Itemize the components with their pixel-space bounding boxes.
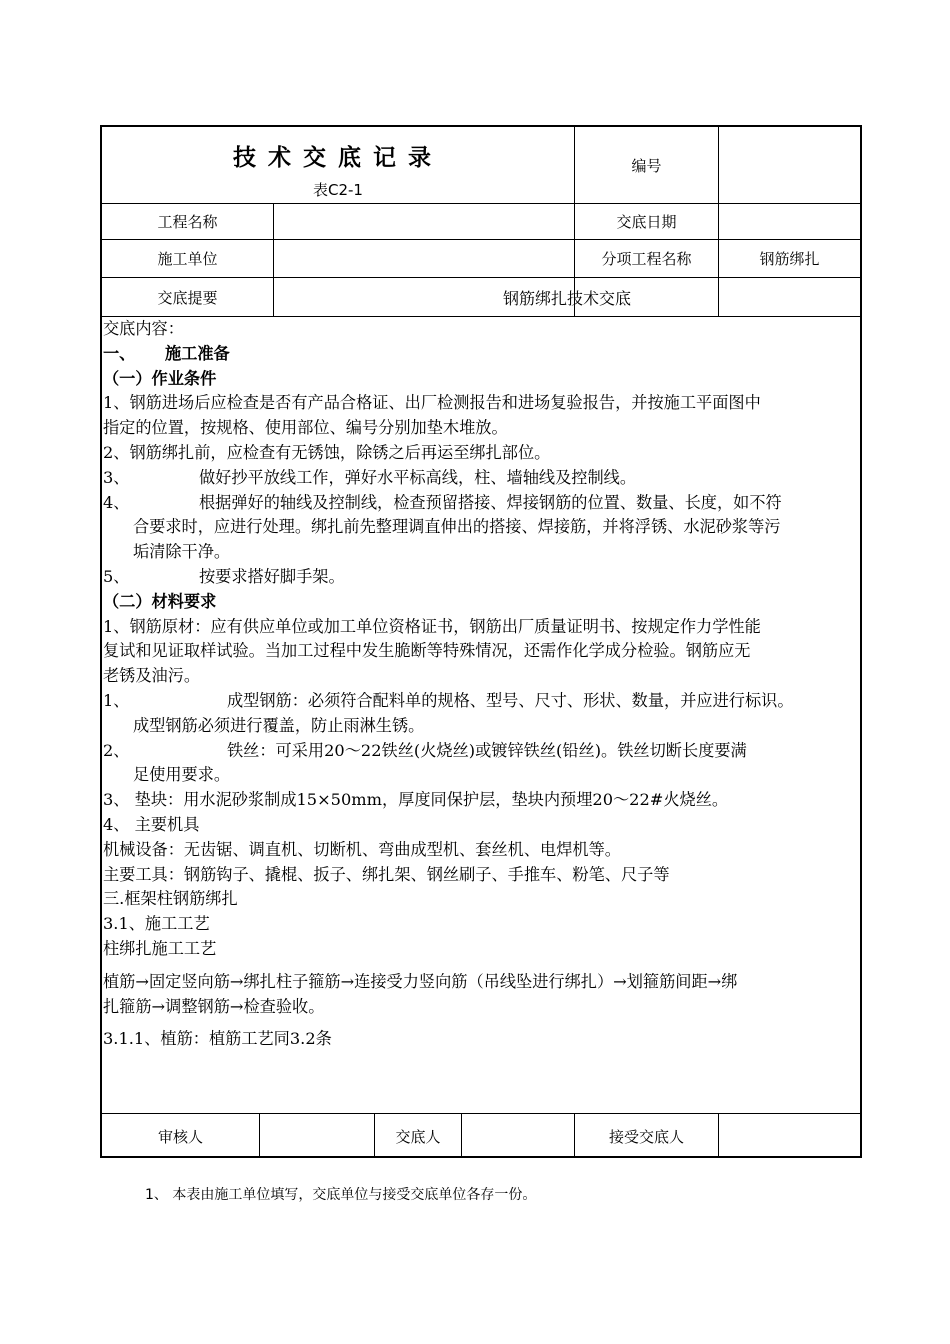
number-field[interactable] (719, 127, 860, 203)
content-heading: 交底内容： (103, 319, 184, 338)
item-number: 2、 (103, 740, 130, 760)
unit-field[interactable] (274, 240, 574, 277)
paragraph: 垢清除干净。 (133, 542, 231, 562)
sub-project-label: 分项工程名称 (601, 250, 692, 268)
section-3-title: 三.框架柱钢筋绑扎 (103, 889, 238, 909)
reviewer-field[interactable] (260, 1114, 374, 1158)
paragraph: 铁丝：可采用20～22铁丝(火烧丝)或镀锌铁丝(铅丝)。铁丝切断长度要满 (227, 740, 747, 760)
paragraph: 指定的位置，按规格、使用部位、编号分别加垫木堆放。 (103, 418, 508, 438)
item-number: 3、 (103, 467, 130, 487)
receiver-field[interactable] (719, 1114, 860, 1158)
disclosure-form (100, 125, 862, 1158)
paragraph: 2、钢筋绑扎前，应检查有无锈蚀，除锈之后再运至绑扎部位。 (103, 442, 551, 462)
item-number: 1、 (103, 690, 130, 710)
paragraph: 按要求搭好脚手架。 (199, 566, 345, 586)
date-label: 交底日期 (616, 213, 677, 231)
paragraph: 3、 垫块：用水泥砂浆制成15×50mm，厚度同保护层，垫块内预埋20～22#火烧丝。 (103, 790, 729, 810)
discloser-field[interactable] (462, 1114, 574, 1158)
item-number: 5、 (103, 566, 130, 586)
subsection-3-1-title: 柱绑扎施工工艺 (103, 938, 217, 958)
section-1-title: 施工准备 (165, 343, 230, 363)
paragraph: 机械设备：无齿锯、调直机、切断机、弯曲成型机、套丝机、电焊机等。 (103, 839, 621, 859)
paragraph: 足使用要求。 (133, 765, 231, 785)
disclosure-content (103, 317, 861, 1052)
subsection-1-1: （一）作业条件 (103, 368, 217, 388)
paragraph: 主要工具：钢筋钩子、撬棍、扳子、绑扎架、钢丝刷子、手推车、粉笔、尺子等 (103, 864, 670, 884)
unit-label: 施工单位 (157, 250, 218, 268)
subsection-3-1-1: 3.1.1、植筋：植筋工艺同3.2条 (103, 1029, 332, 1049)
reviewer-label: 审核人 (157, 1127, 203, 1146)
number-label: 编号 (631, 156, 662, 175)
subsection-1-2: （二）材料要求 (103, 591, 217, 611)
paragraph: 老锈及油污。 (103, 666, 201, 686)
footnote: 1、 本表由施工单位填写，交底单位与接受交底单位各存一份。 (145, 1187, 537, 1203)
paragraph: 复试和见证取样试验。当加工过程中发生脆断等特殊情况，还需作化学成分检验。钢筋应无 (103, 641, 751, 661)
sub-project-field[interactable]: 钢筋绑扎 (759, 250, 820, 268)
paragraph: 1、钢筋进场后应检查是否有产品合格证、出厂检测报告和进场复验报告，并按施工平面图中 (103, 393, 761, 413)
section-1-number: 一、 (103, 343, 136, 363)
paragraph: 合要求时，应进行处理。绑扎前先整理调直伸出的搭接、焊接筋，并将浮锈、水泥砂浆等污 (133, 517, 781, 537)
paragraph: 根据弹好的轴线及控制线，检查预留搭接、焊接钢筋的位置、数量、长度，如不符 (199, 492, 782, 512)
summary-field[interactable]: 钢筋绑扎技术交底 (502, 288, 631, 308)
project-name-label: 工程名称 (157, 213, 218, 231)
discloser-label: 交底人 (395, 1127, 441, 1146)
paragraph: 成型钢筋必须进行覆盖，防止雨淋生锈。 (133, 715, 425, 735)
item-number: 4、 (103, 492, 130, 512)
process-flow: 扎箍筋→调整钢筋→检查验收。 (103, 996, 325, 1016)
paragraph: 1、钢筋原材：应有供应单位或加工单位资格证书，钢筋出厂质量证明书、按规定作力学性能 (103, 616, 761, 636)
paragraph: 4、 主要机具 (103, 814, 200, 834)
summary-label: 交底提要 (157, 288, 218, 307)
form-title: 技术交底记录 (233, 145, 443, 171)
table-code: 表C2-1 (313, 181, 363, 199)
subsection-3-1: 3.1、施工工艺 (103, 914, 210, 934)
date-field[interactable] (719, 204, 860, 239)
paragraph: 成型钢筋：必须符合配料单的规格、型号、尺寸、形状、数量，并应进行标识。 (227, 690, 794, 710)
project-name-field[interactable] (274, 204, 574, 239)
receiver-label: 接受交底人 (608, 1127, 684, 1146)
paragraph: 做好抄平放线工作，弹好水平标高线，柱、墙轴线及控制线。 (199, 467, 637, 487)
process-flow: 植筋→固定竖向筋→绑扎柱子箍筋→连接受力竖向筋（吊线坠进行绑扎）→划箍筋间距→绑 (103, 971, 738, 991)
